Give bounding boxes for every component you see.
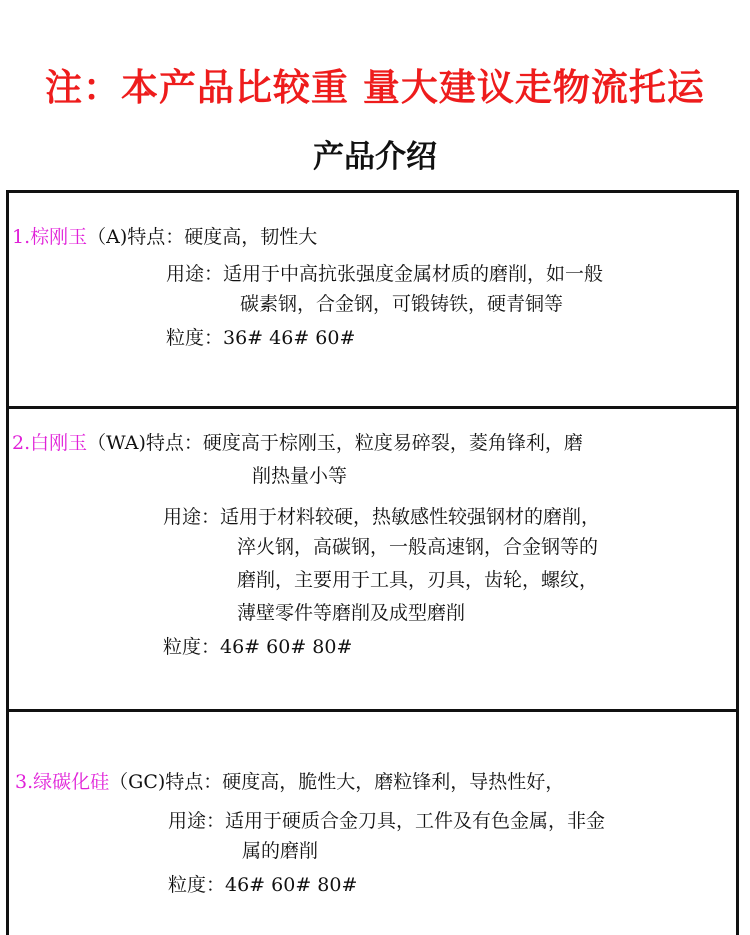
product-1-number: 1. <box>12 226 31 248</box>
product-2-grit: 粒度：46# 60# 80# <box>163 636 353 658</box>
product-2-usage-line-3: 磨削，主要用于工具，刃具，齿轮，螺纹， <box>237 569 599 591</box>
product-1-name: 棕刚玉 <box>30 226 88 248</box>
product-1-usage-line-1: 用途：适用于中高抗张强度金属材质的磨削，如一般 <box>166 263 604 285</box>
section-title: 产品介绍 <box>313 139 437 175</box>
row-divider-1 <box>6 406 739 409</box>
product-1-grit: 粒度：36# 46# 60# <box>166 327 356 349</box>
product-3-number: 3. <box>15 771 34 793</box>
product-3-heading <box>15 767 564 797</box>
product-2-name: 白刚玉 <box>30 432 88 454</box>
product-3-grit: 粒度：46# 60# 80# <box>168 874 358 896</box>
product-2-usage-line-1: 用途：适用于材料较硬，热敏感性较强钢材的磨削， <box>163 506 601 528</box>
shipping-notice: 注：本产品比较重 量大建议走物流托运 <box>45 66 705 109</box>
product-2-usage-line-2: 淬火钢，高碳钢，一般高速钢，合金钢等的 <box>237 536 599 558</box>
product-2-heading <box>12 428 583 458</box>
product-2-usage-line-4: 薄壁零件等磨削及成型磨削 <box>237 602 466 624</box>
product-1-usage-line-2: 碳素钢，合金钢，可锻铸铁，硬青铜等 <box>240 293 564 315</box>
product-2-feature: （WA)特点：硬度高于棕刚玉，粒度易碎裂，菱角锋利，磨 <box>87 432 583 454</box>
product-2-feature-cont: 削热量小等 <box>252 465 348 487</box>
row-divider-2 <box>6 709 739 712</box>
product-3-name: 绿碳化硅 <box>33 771 110 793</box>
product-3-feature: （GC)特点：硬度高，脆性大，磨粒锋利，导热性好， <box>109 771 565 793</box>
product-1-feature: （A)特点：硬度高，韧性大 <box>87 226 318 248</box>
product-3-usage-line-1: 用途：适用于硬质合金刀具，工件及有色金属，非金 <box>168 810 606 832</box>
product-3-usage-line-2: 属的磨削 <box>242 840 319 862</box>
product-2-number: 2. <box>12 432 31 454</box>
product-1-heading <box>12 222 317 252</box>
